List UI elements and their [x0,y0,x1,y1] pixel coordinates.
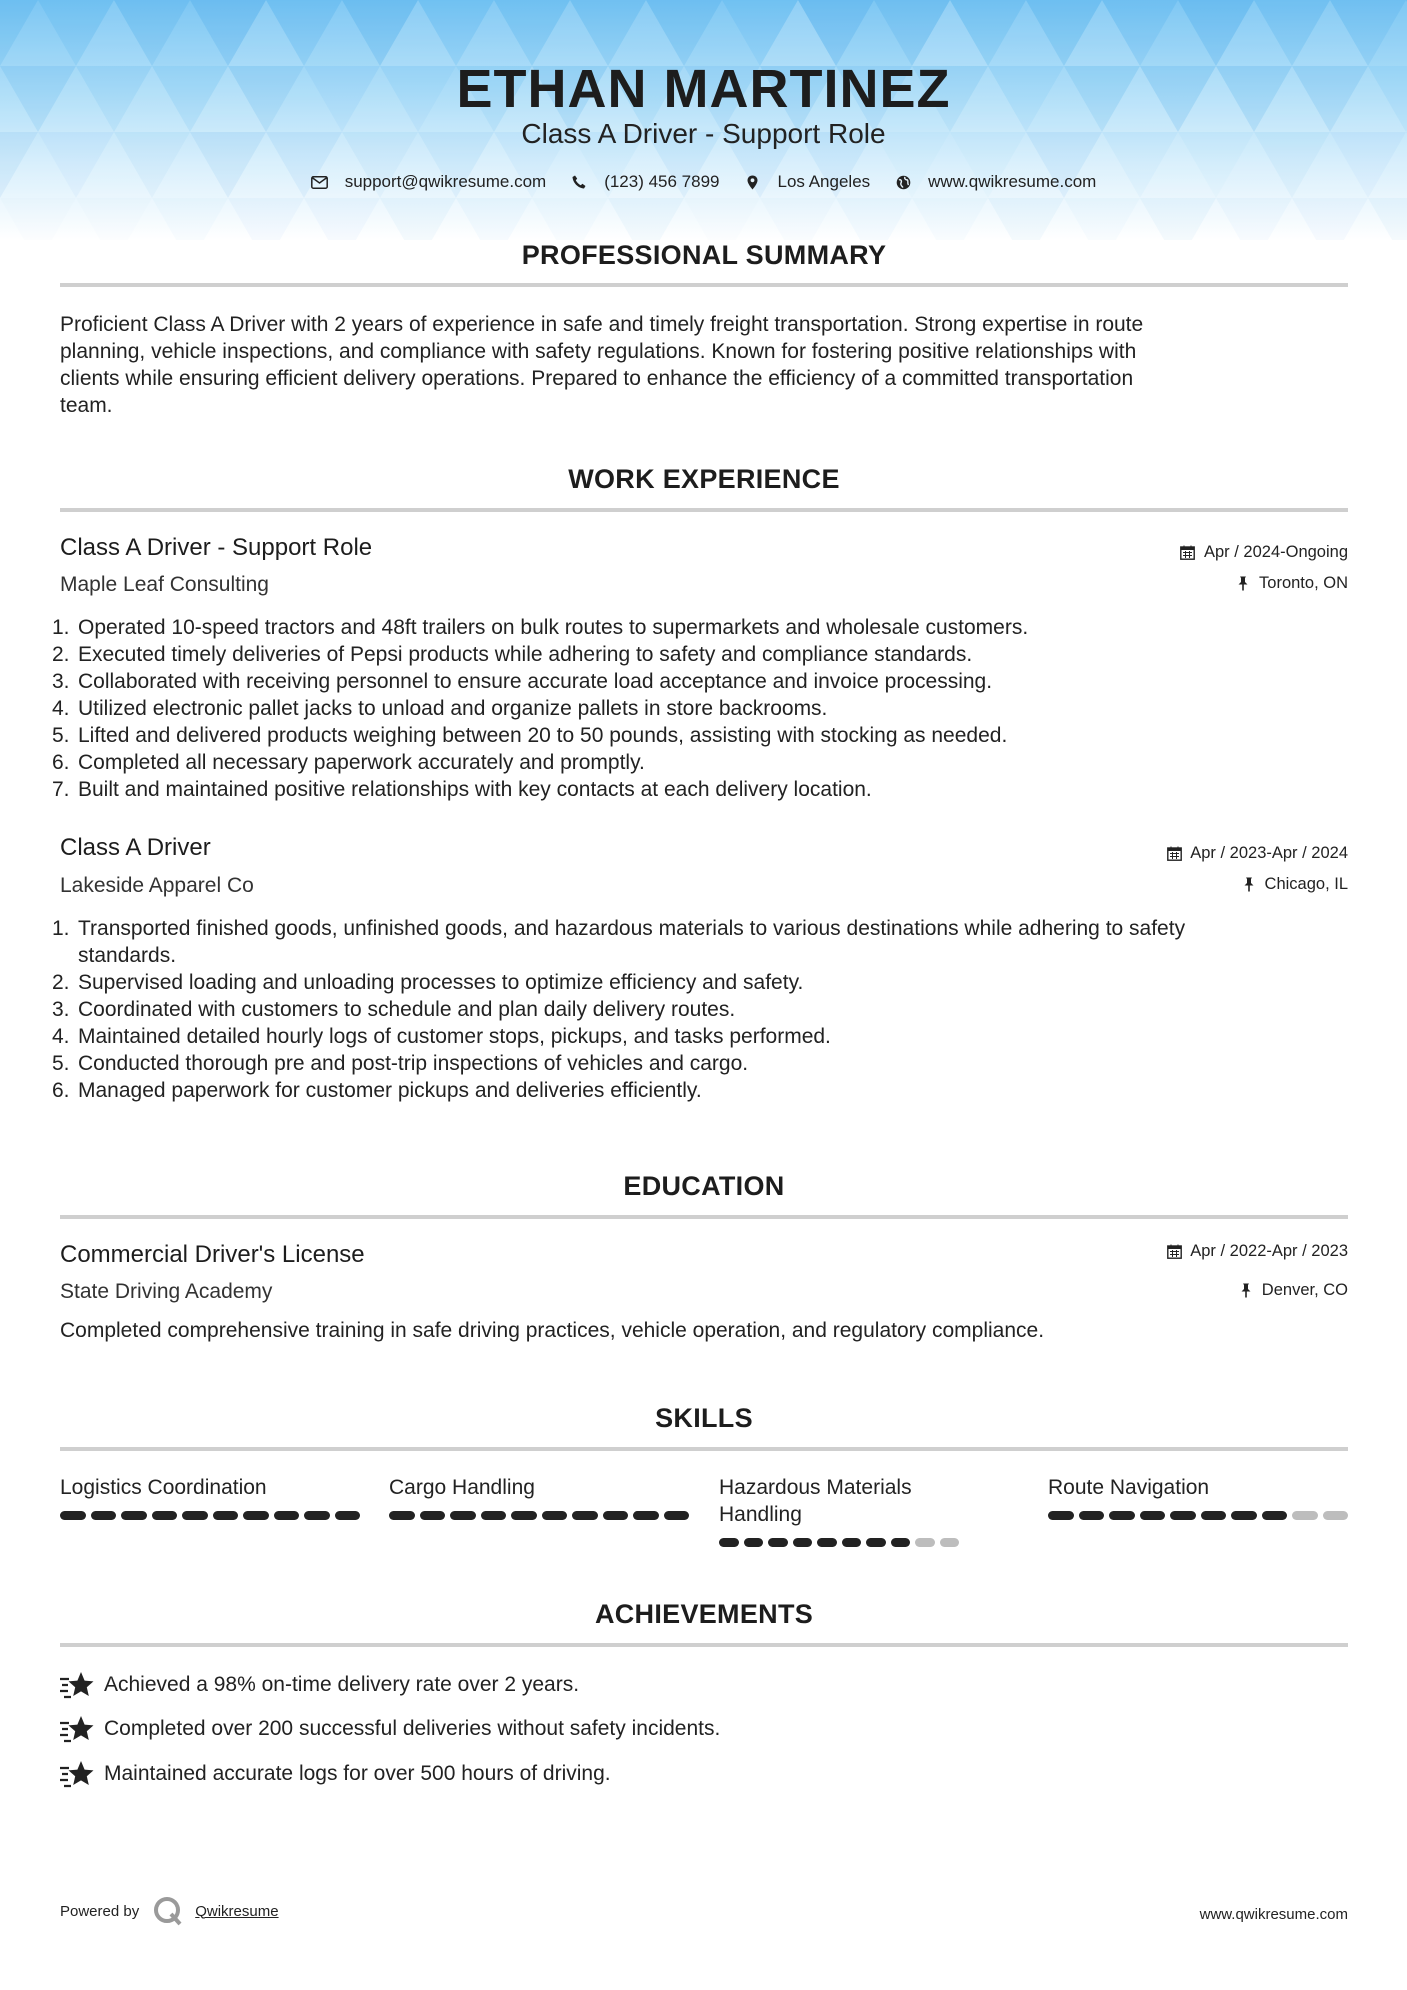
skill-name: Cargo Handling [389,1476,535,1499]
education-dates [1166,1242,1348,1261]
job-responsibilities [52,915,1348,1104]
job-company: Maple Leaf Consulting [60,573,269,596]
job-dates-text: Apr / 2023-Apr / 2024 [1190,844,1348,862]
skill-segment-filled [91,1511,117,1520]
shooting-star-icon [60,1714,94,1744]
skill-level-bar [60,1511,360,1520]
skill-segment-filled [304,1511,330,1520]
job-responsibilities [52,614,1348,803]
list-item: 6. Completed all necessary paperwork accurately and promptly. [52,751,645,774]
skill-segment-filled [450,1511,476,1520]
skill-segment-filled [420,1511,446,1520]
skill-level-bar [1048,1511,1348,1520]
list-item: 5. Conducted thorough pre and post-trip inspections of vehicles and cargo. [52,1052,749,1075]
experience-heading: WORK EXPERIENCE [568,464,840,494]
list-item: 4. Utilized electronic pallet jacks to unload and organize pallets in store backrooms. [52,697,828,720]
skill-segment-filled [1262,1511,1288,1520]
job-dates [1180,543,1348,562]
skill-segment-filled [633,1511,659,1520]
summary-line: team. [60,394,113,417]
skill-segment-empty [940,1538,960,1547]
skill-segment-filled [793,1538,813,1547]
contact-location [744,172,871,192]
summary-divider [60,283,1348,287]
summary-line: planning, vehicle inspections, and compliance with safety regulations. Known for fostering positive relationships with [60,340,1137,363]
list-item: 3. Coordinated with customers to schedule and plan daily delivery routes. [52,998,736,1021]
job-location-text: Chicago, IL [1264,875,1348,893]
skill-item [389,1474,689,1520]
list-item: 6. Managed paperwork for customer pickups and deliveries efficiently. [52,1079,702,1102]
skill-segment-filled [744,1538,764,1547]
list-item: 2. Executed timely deliveries of Pepsi products while adhering to safety and compliance standards. [52,643,973,666]
skill-level-bar [389,1511,689,1520]
list-item: 1. Transported finished goods, unfinished goods, and hazardous materials to various destinations while adhering to safety standards. [52,917,1186,967]
list-item: 4. Maintained detailed hourly logs of customer stops, pickups, and tasks performed. [52,1025,831,1048]
skill-segment-filled [1048,1511,1074,1520]
phone-icon [570,173,588,191]
experience-divider [60,508,1348,512]
skill-segment-filled [152,1511,178,1520]
skill-item [719,1474,959,1547]
skill-segment-filled [542,1511,568,1520]
education-description: Completed comprehensive training in safe driving practices, vehicle operation, and regulatory compliance. [60,1319,1045,1342]
skill-segment-filled [511,1511,537,1520]
job-dates [1166,844,1348,863]
brand-link[interactable]: Qwikresume [195,1902,279,1920]
skill-segment-filled [1231,1511,1257,1520]
skill-item [60,1474,360,1520]
job-location-text: Toronto, ON [1259,574,1348,592]
job-title: Class A Driver - Support Role [60,534,373,561]
header-banner [0,0,1407,240]
job-location [1241,875,1348,894]
education-location-text: Denver, CO [1261,1281,1348,1299]
powered-by-label: Powered by [60,1902,140,1920]
globe-icon [894,173,912,191]
skill-segment-filled [60,1511,86,1520]
skill-segment-filled [1201,1511,1227,1520]
summary-text [60,311,1348,419]
skill-segment-filled [182,1511,208,1520]
list-item: 2. Supervised loading and unloading processes to optimize efficiency and safety. [52,971,804,994]
skill-segment-empty [915,1538,935,1547]
location-text: Los Angeles [777,172,871,191]
skill-segment-filled [1079,1511,1105,1520]
skill-segment-filled [817,1538,837,1547]
summary-heading: PROFESSIONAL SUMMARY [521,240,887,270]
skill-segment-empty [1292,1511,1318,1520]
education-school: State Driving Academy [60,1280,273,1303]
footer-website[interactable]: www.qwikresume.com [1199,1906,1348,1923]
skill-segment-filled [1109,1511,1135,1520]
education-dates-text: Apr / 2022-Apr / 2023 [1190,1242,1348,1260]
email-text: support@qwikresume.com [344,172,547,191]
qwikresume-logo-icon [153,1896,183,1926]
skills-divider [60,1447,1348,1451]
skill-segment-filled [891,1538,911,1547]
skills-heading: SKILLS [655,1403,753,1433]
achievement-item [60,1670,579,1700]
skill-segment-filled [572,1511,598,1520]
skill-segment-filled [481,1511,507,1520]
list-item: 3. Collaborated with receiving personnel to ensure accurate load acceptance and invoice processing. [52,670,993,693]
achievement-text: Maintained accurate logs for over 500 hours of driving. [104,1762,611,1785]
website-text: www.qwikresume.com [928,172,1097,191]
achievements-divider [60,1643,1348,1647]
contact-website[interactable] [894,172,1096,192]
pushpin-icon [1238,1283,1254,1299]
pushpin-icon [1235,576,1251,592]
summary-line: clients while ensuring efficient delivery operations. Prepared to enhance the efficiency of a committed transportation [60,367,1134,390]
education-degree: Commercial Driver's License [60,1241,365,1268]
skill-segment-filled [389,1511,415,1520]
list-item: 7. Built and maintained positive relationships with key contacts at each delivery location. [52,778,872,801]
contact-email[interactable] [311,172,547,192]
skill-segment-filled [1140,1511,1166,1520]
contact-bar [0,172,1407,192]
skill-segment-empty [1323,1511,1349,1520]
skill-segment-filled [603,1511,629,1520]
skill-item [1048,1474,1348,1520]
skill-level-bar [719,1538,959,1547]
skill-segment-filled [866,1538,886,1547]
calendar-icon [1166,1244,1182,1260]
education-heading: EDUCATION [623,1171,785,1201]
skill-segment-filled [213,1511,239,1520]
education-divider [60,1215,1348,1219]
list-item: 5. Lifted and delivered products weighing between 20 to 50 pounds, assisting with stocking as needed. [52,724,1008,747]
skill-segment-filled [335,1511,361,1520]
envelope-icon [311,173,329,191]
skill-segment-filled [121,1511,147,1520]
summary-line: Proficient Class A Driver with 2 years of experience in safe and timely freight transportation. Strong expertise in route [60,313,1144,336]
phone-text: (123) 456 7899 [604,172,720,191]
achievement-item [60,1714,720,1744]
calendar-icon [1180,545,1196,561]
skill-name: Logistics Coordination [60,1476,267,1499]
list-item: 1. Operated 10-speed tractors and 48ft trailers on bulk routes to supermarkets and wholesale customers. [52,616,1029,639]
skill-name: Hazardous Materials Handling [719,1476,912,1526]
skill-segment-filled [842,1538,862,1547]
skill-segment-filled [243,1511,269,1520]
job-company: Lakeside Apparel Co [60,874,254,897]
footer-powered-by [60,1896,279,1926]
skill-segment-filled [768,1538,788,1547]
job-title: Class A Driver [60,834,211,861]
map-marker-icon [744,173,762,191]
achievements-heading: ACHIEVEMENTS [594,1599,814,1629]
contact-phone[interactable] [570,172,719,192]
candidate-role: Class A Driver - Support Role [521,118,886,149]
shooting-star-icon [60,1759,94,1789]
achievement-text: Achieved a 98% on-time delivery rate over 2 years. [104,1673,580,1696]
skill-segment-filled [1170,1511,1196,1520]
job-dates-text: Apr / 2024-Ongoing [1203,543,1348,561]
skill-segment-filled [664,1511,690,1520]
achievement-text: Completed over 200 successful deliveries without safety incidents. [104,1717,721,1740]
pushpin-icon [1241,877,1257,893]
skill-name: Route Navigation [1048,1476,1210,1499]
skill-segment-filled [274,1511,300,1520]
candidate-name: ETHAN MARTINEZ [456,59,951,119]
achievement-item [60,1759,611,1789]
calendar-icon [1166,846,1182,862]
shooting-star-icon [60,1670,94,1700]
job-location [1235,574,1348,593]
skill-segment-filled [719,1538,739,1547]
education-location [1238,1281,1348,1300]
